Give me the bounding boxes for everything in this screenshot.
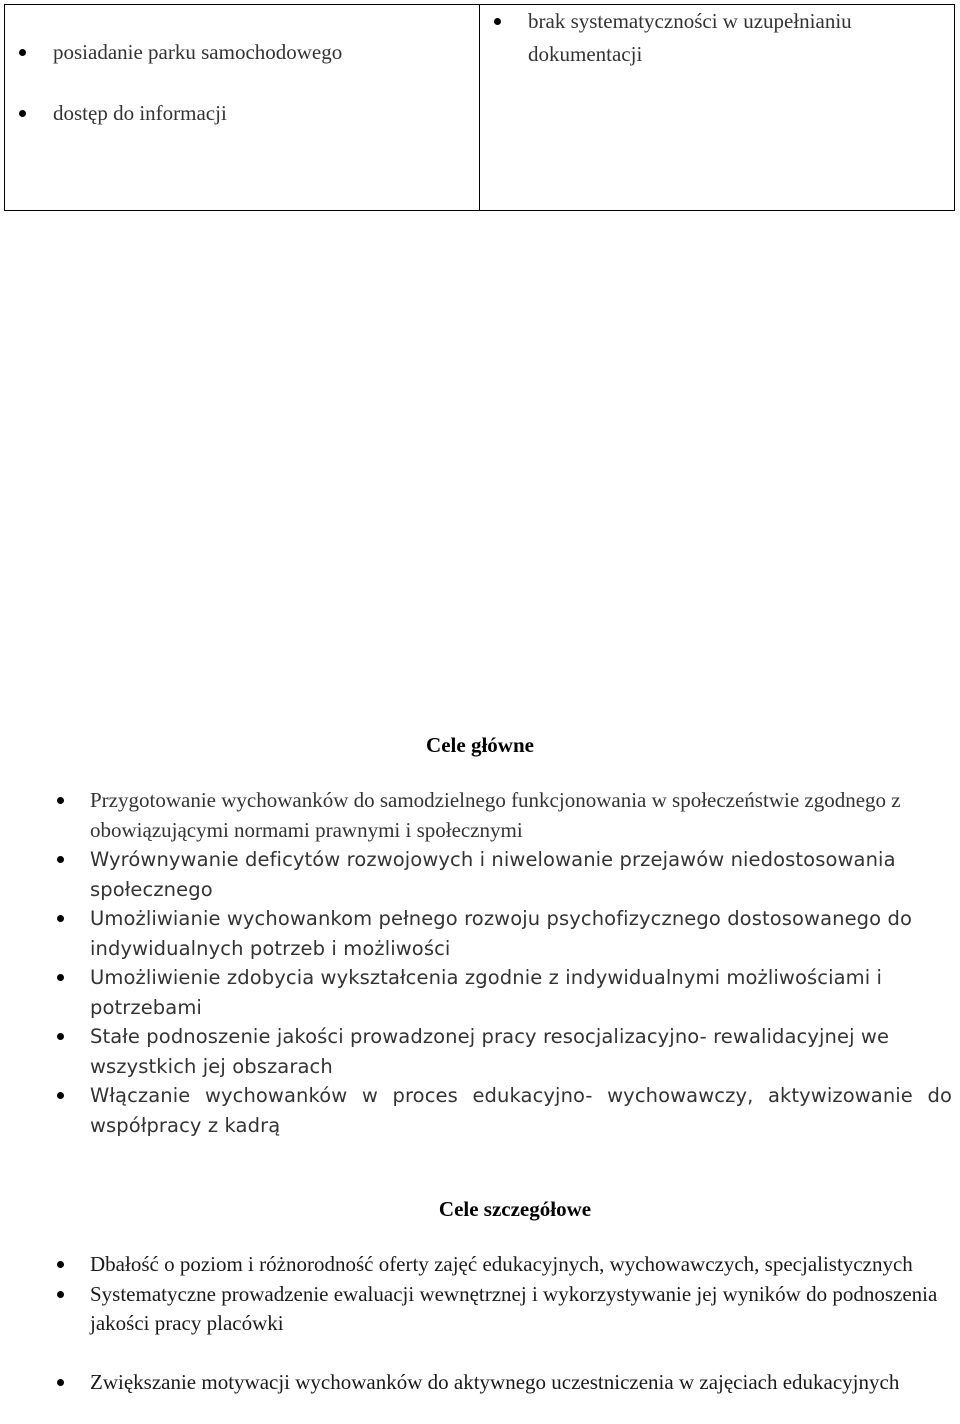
table-item-text: dostęp do informacji [53,101,227,125]
list-item: Dbałość o poziom i różnorodność oferty zajęć edukacyjnych, wychowawczych, specjalistycznych [90,1250,952,1280]
bullet-icon [57,1033,64,1040]
detailed-goals-list [90,1368,952,1398]
list-item: Umożliwienie zdobycia wykształcenia zgodnie z indywidualnymi możliwościami i potrzebami [90,963,940,1022]
bullet-icon [57,797,64,804]
list-item: Przygotowanie wychowanków do samodzielnego funkcjonowania w społeczeństwie zgodnego z obowiązującymi normami prawnymi i społecznymi [90,786,940,845]
bullet-icon [57,1092,64,1099]
list-item: Wyrównywanie deficytów rozwojowych i niwelowanie przejawów niedostosowania społecznego [90,845,940,904]
bullet-icon [57,1379,64,1386]
bullet-icon [57,1261,64,1268]
detailed-goals-heading: Cele szczegółowe [438,1197,592,1221]
table-item [53,97,227,130]
table-cell-right [480,5,954,210]
bullet-icon [57,856,64,863]
bullet-icon [57,974,64,981]
detailed-goals-list [90,1250,952,1339]
list-item: Umożliwianie wychowankom pełnego rozwoju psychofizycznego dostosowanego do indywidualnych potrzeb i możliwości [90,904,940,963]
list-item: Włączanie wychowanków w proces edukacyjno- wychowawczy, aktywizowanie do współpracy z kadrą [90,1081,952,1140]
table-item-text: posiadanie parku samochodowego [53,40,343,64]
main-goals-heading: Cele główne [426,733,534,757]
list-item: Zwiększanie motywacji wychowanków do aktywnego uczestniczenia w zajęciach edukacyjnych [90,1368,952,1398]
bullet-icon [57,915,64,922]
main-goals-list [90,786,940,845]
summary-table [4,4,955,211]
table-item [528,5,908,71]
table-cell-left [5,5,480,210]
bullet-icon [57,1291,64,1298]
bullet-icon [19,49,26,56]
table-item [53,36,342,69]
bullet-icon [19,110,26,117]
table-item-text: brak systematyczności w uzupełnianiu dokumentacji [528,9,852,66]
main-goals-list [90,845,940,1081]
main-goals-list [90,1081,952,1140]
list-item: Systematyczne prowadzenie ewaluacji wewnętrznej i wykorzystywanie jej wyników do podnoszenia jakości pracy placówki [90,1280,952,1339]
bullet-icon [494,18,501,25]
list-item: Stałe podnoszenie jakości prowadzonej pracy resocjalizacyjno- rewalidacyjnej we wszystkich jej obszarach [90,1022,940,1081]
